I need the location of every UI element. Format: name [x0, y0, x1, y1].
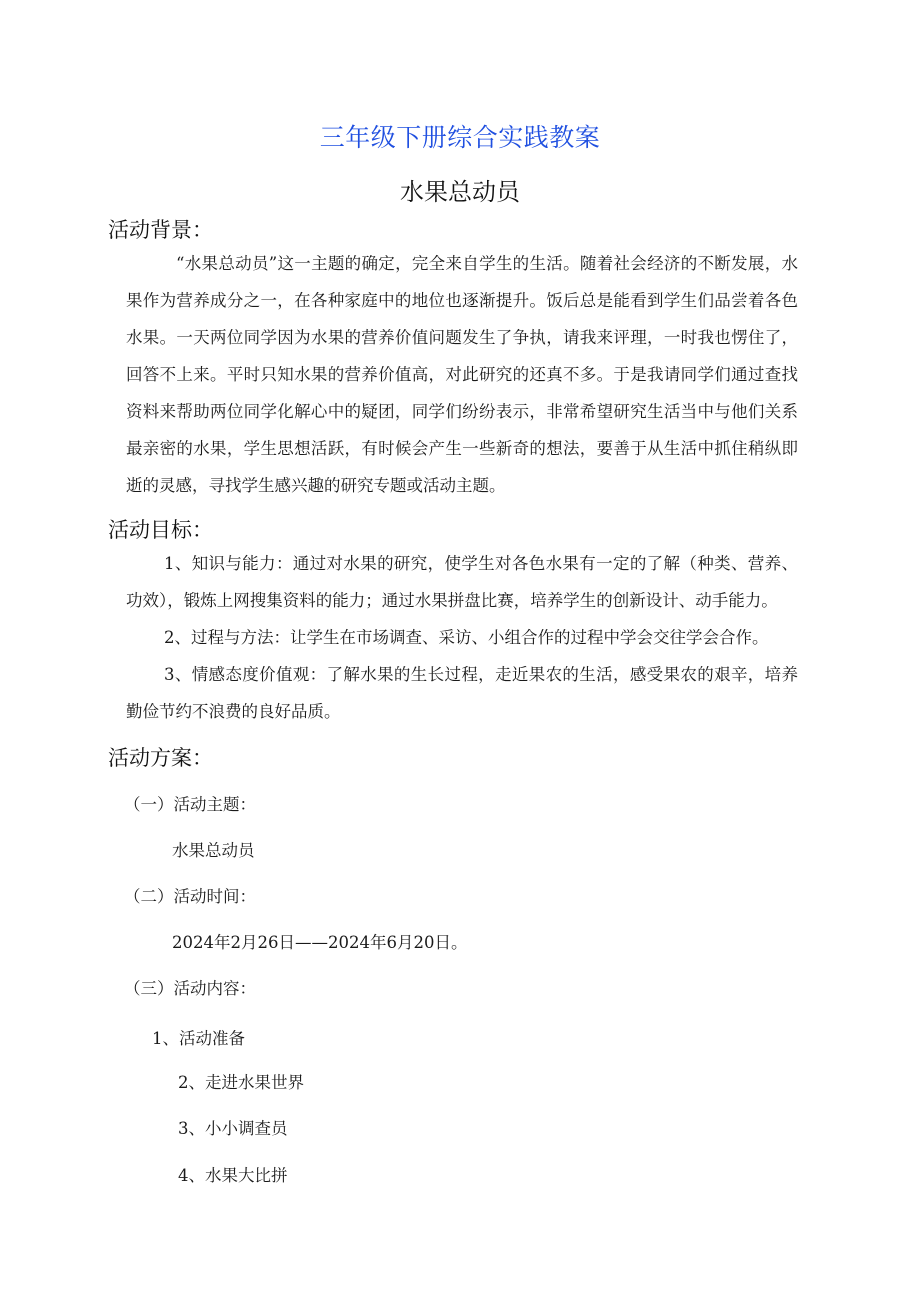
content-label: （三）活动内容：: [124, 979, 256, 998]
background-paragraph: “水果总动员”这一主题的确定，完全来自学生的生活。随着社会经济的不断发展，水果作为营养成分之一，在各种家庭中的地位也逐渐提升。饭后总是能看到学生们品尝着各色水果。一天两位同学因为水果的营养价值问题发生了争执，请我来评理，一时我也愣住了，回答不上来。平时只知水果的营养价值高，对此研究的还真不多。于是我请同学们通过查找资料来帮助两位同学化解心中的疑团，同学们纷纷表示，非常希望研究生活当中与他们关系最亲密的水果，学生思想活跃，有时候会产生一些新奇的想法，要善于从生活中抓住稍纵即逝的灵感，寻找学生感兴趣的研究专题或活动主题。: [126, 254, 798, 495]
theme-label: （一）活动主题：: [124, 795, 256, 814]
goal-item-3: 3、情感态度价值观：了解水果的生长过程，走近果农的生活，感受果农的艰辛，培养勤俭节约不浪费的良好品质。: [126, 665, 798, 721]
document-title: 三年级下册综合实践教案: [319, 123, 601, 152]
goal-item-1: 1、知识与能力：通过对水果的研究，使学生对各色水果有一定的了解（种类、营养、功效），锻炼上网搜集资料的能力；通过水果拼盘比赛，培养学生的创新设计、动手能力。: [126, 554, 798, 610]
background-heading: 活动背景：: [108, 218, 213, 242]
goals-heading: 活动目标：: [108, 518, 213, 542]
content-item: 1、活动准备: [152, 1029, 245, 1048]
content-item: 3、小小调查员: [178, 1119, 288, 1138]
theme-value: 水果总动员: [172, 841, 255, 860]
content-item: 2、走进水果世界: [178, 1073, 304, 1092]
time-label: （二）活动时间：: [124, 887, 256, 906]
time-value: 2024年2月26日——2024年6月20日。: [172, 933, 468, 952]
document-subtitle: 水果总动员: [400, 178, 520, 206]
plan-heading: 活动方案：: [108, 746, 213, 770]
goal-item-2: 2、过程与方法：让学生在市场调查、采访、小组合作的过程中学会交往学会合作。: [164, 628, 769, 647]
content-item: 4、水果大比拼: [178, 1166, 288, 1185]
